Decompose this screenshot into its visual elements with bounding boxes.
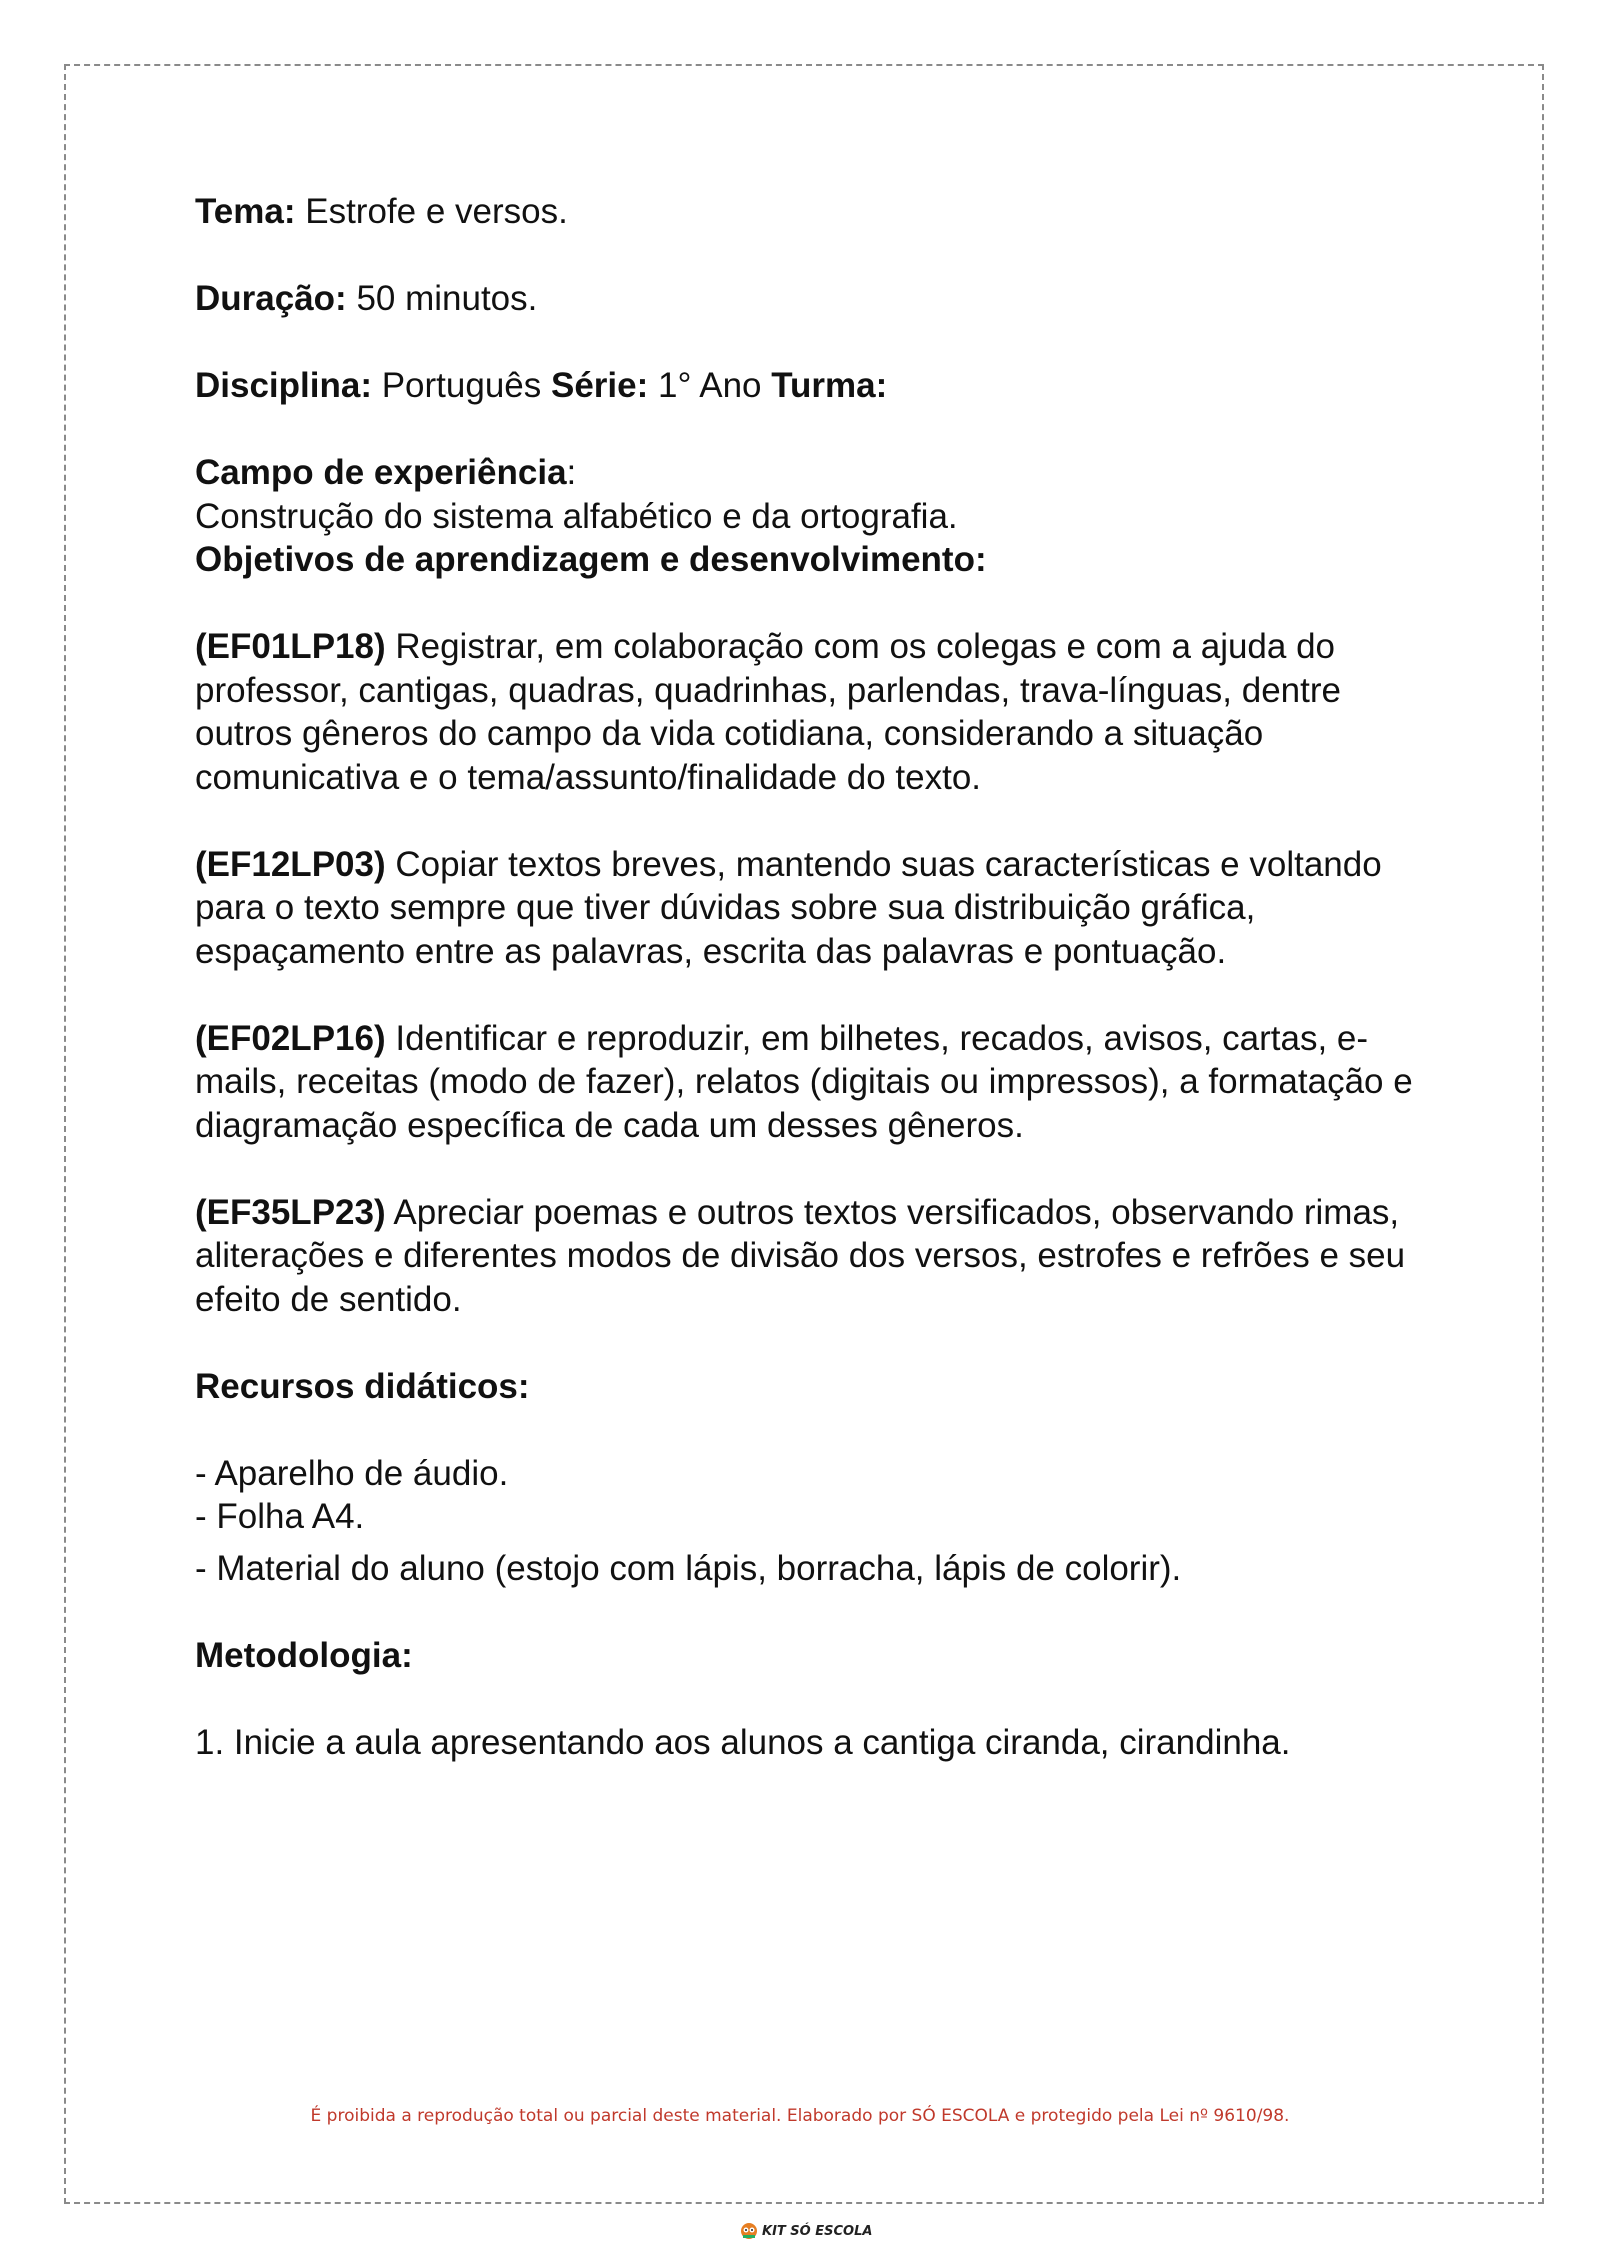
- campo-label: Campo de experiência: [195, 453, 567, 492]
- metodologia-heading: [195, 1634, 1435, 1678]
- disciplina-value: Português: [371, 366, 551, 405]
- objective-code: (EF01LP18): [195, 627, 386, 666]
- objective-code: (EF35LP23): [195, 1192, 386, 1232]
- tema-label: Tema:: [195, 192, 296, 231]
- metodologia-heading-text: Metodologia:: [195, 1635, 413, 1675]
- disciplina-label: Disciplina:: [195, 366, 372, 405]
- turma-label: Turma:: [771, 366, 888, 405]
- objective-ef02lp16: [195, 1017, 1435, 1148]
- objective-text: Identificar e reproduzir, em bilhetes, recados, avisos, cartas, e-mails, receitas (modo de fazer), relatos (digitais ou impressos), a formatação e diagramação específica de cada um desses gêneros.: [195, 1018, 1413, 1145]
- duracao-label: Duração:: [195, 279, 347, 318]
- campo-value: Construção do sistema alfabético e da ortografia.: [195, 496, 958, 536]
- lesson-plan: [195, 190, 1435, 1764]
- objetivos-heading-text: Objetivos de aprendizagem e desenvolvimento:: [195, 540, 987, 579]
- objective-ef35lp23: [195, 1191, 1435, 1322]
- duracao-line: [195, 277, 1435, 321]
- recursos-heading-text: Recursos didáticos:: [195, 1366, 530, 1406]
- campo-colon: :: [566, 453, 577, 492]
- serie-label: Série:: [550, 366, 649, 405]
- recursos-heading: [195, 1365, 1435, 1409]
- tema-value: Estrofe e versos.: [295, 192, 568, 231]
- serie-value: 1° Ano: [648, 366, 772, 405]
- objective-text: Registrar, em colaboração com os colegas e com a ajuda do professor, cantigas, quadras, quadrinhas, parlendas, trava-línguas, dentre outros gêneros do campo da vida cotidiana, considerando a situação comunicativa e o tema/assunto/finalidade do texto.: [195, 627, 1341, 797]
- objective-ef01lp18: [195, 625, 1435, 799]
- brand-logo: [740, 2222, 872, 2240]
- brand-name: KIT SÓ ESCOLA: [762, 2223, 873, 2239]
- owl-icon: [740, 2222, 758, 2240]
- metodologia-step: 1. Inicie a aula apresentando aos alunos a cantiga ciranda, cirandinha.: [195, 1722, 1291, 1762]
- copyright-notice: É proibida a reprodução total ou parcial deste material. Elaborado por SÓ ESCOLA e protegido pela Lei nº 9610/98.: [310, 2106, 1290, 2126]
- objective-code: (EF12LP03): [195, 844, 386, 884]
- tema-line: [195, 190, 1435, 234]
- objetivos-heading: [195, 538, 1435, 582]
- recurso-item: - Material do aluno (estojo com lápis, borracha, lápis de colorir).: [195, 1548, 1182, 1588]
- objective-text: Apreciar poemas e outros textos versificados, observando rimas, aliterações e diferentes modos de divisão dos versos, estrofes e refrões e seu efeito de sentido.: [195, 1192, 1406, 1319]
- duracao-value: 50 minutos.: [346, 279, 538, 318]
- disciplina-line: [195, 364, 1435, 408]
- recurso-item: - Folha A4.: [195, 1497, 365, 1536]
- objective-text: Copiar textos breves, mantendo suas características e voltando para o texto sempre que tiver dúvidas sobre sua distribuição gráfica, espaçamento entre as palavras, escrita das palavras e pontuação.: [195, 844, 1382, 971]
- recurso-item: - Aparelho de áudio.: [195, 1453, 509, 1493]
- campo-heading: [195, 451, 1435, 495]
- objective-ef12lp03: [195, 843, 1435, 974]
- objective-code: (EF02LP16): [195, 1018, 386, 1058]
